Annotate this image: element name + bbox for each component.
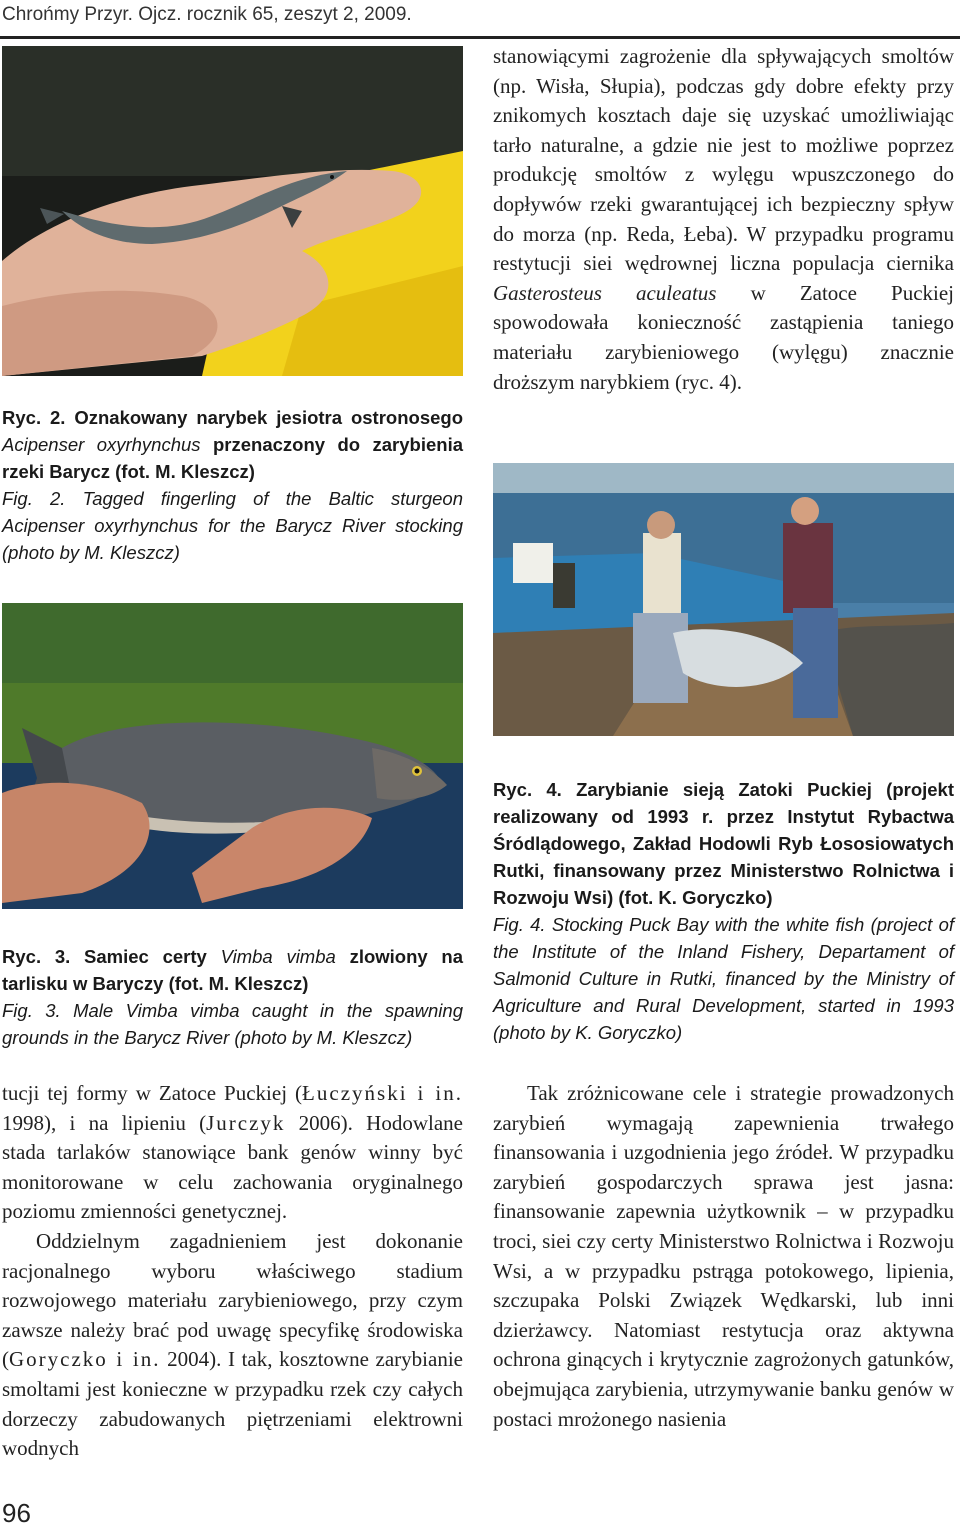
left-text-2: 1998), i na lipieniu ( bbox=[2, 1110, 207, 1135]
right-top-text-1: stanowiącymi zagrożenie dla spływających smoltów (np. Wisła, Słupia), podczas gdy dobre efekty przy znikomych kosztach daje się uzyskać umożliwiając tarło naturalne, a gdzie nie jest to możliwe poprzez produkcję smoltów z wylęgu wpuszczonego do dopływów rzeki gwarantującej ich bezpieczny spływ do morza (np. Reda, Łeba). W przypadku programu restytucji siei wędrownej liczna populacja ciernika bbox=[493, 44, 954, 276]
left-text-4: Oddzielnym zagadnieniem jest dokonanie racjonalnego wyboru właściwego stadium rozwojowego materiału zarybieniowego, przy czym zawsze należy brać pod uwagę specyfikę środowiska ( bbox=[2, 1228, 463, 1372]
page-number: 96 bbox=[2, 1498, 31, 1528]
right-bottom-paragraph: Tak zróżnicowane cele i strategie prowadzonych zarybień wymagają zapewnienia trwałego finansowania i uzgodnienia jego źródeł. W przypadku zarybień gospodarczych sprawa jest jasna: finansowanie zapewnia użytkownik – w przypadku troci, siei czy certy Ministerstwo Rolnictwa i Rozwoju Wsi, a w przypadku pstrąga potokowego, lipienia, szczupaka Polski Związek Wędkarski, lub inni dzierżawcy. Natomiast restytucja oraz aktywna ochrona ginących i krytycznie zagrożonych gatunków, obejmująca zarybienia, utrzymywanie banku genów w postaci mrożonego nasienia bbox=[493, 1081, 954, 1431]
fig2-species: Acipenser oxyrhynchus bbox=[2, 434, 201, 455]
left-author-2: Jurczyk bbox=[206, 1110, 286, 1135]
fig3-label: Ryc. 3. bbox=[2, 946, 71, 967]
sturgeon-photo bbox=[2, 46, 463, 376]
right-column-bottom-text bbox=[493, 1079, 954, 1434]
fig4-caption bbox=[493, 776, 954, 1046]
left-text-3: 2006). Hodowlane stada tarlaków stanowiące bank genów winny być monitorowane w celu zachowania oryginalnego poziomu zmienności genetycznej. bbox=[2, 1110, 463, 1224]
right-column-top-text bbox=[493, 42, 954, 397]
left-text-1: tucji tej formy w Zatoce Puckiej ( bbox=[2, 1081, 303, 1105]
fig2-pl-text-2: przenaczony do zarybienia rzeki Barycz (fot. M. Kleszcz) bbox=[2, 434, 464, 482]
left-column-bottom-text bbox=[2, 1079, 463, 1464]
fig4-pl-text: Ryc. 4. Zarybianie sieją Zatoki Puckiej (projekt realizowany od 1993 r. przez Instytut Rybactwa Śródlądowego, Zakład Hodowli Ryb Łososiowatych Rutki, finansowany przez Ministerstwo Rolnictwa i Rozwoju Wsi) (fot. K. Goryczko) bbox=[493, 779, 954, 908]
fig3-en-text: Fig. 3. Male Vimba vimba caught in the spawning grounds in the Barycz River (photo by M. Kleszcz) bbox=[2, 1000, 463, 1048]
left-author-3: Goryczko i in. bbox=[9, 1347, 161, 1372]
vimba-photo bbox=[2, 603, 463, 909]
running-header: Chrońmy Przyr. Ojcz. rocznik 65, zeszyt 2, 2009. bbox=[2, 4, 412, 25]
left-author-1: Łuczyński i in. bbox=[302, 1081, 463, 1105]
fig3-pl-text-1: Samiec certy bbox=[84, 946, 207, 967]
fig2-caption bbox=[2, 404, 463, 566]
fig2-pl-text-1: Oznakowany narybek jesiotra ostronosego bbox=[74, 407, 463, 428]
fig3-caption bbox=[2, 943, 463, 1051]
fig2-label: Ryc. 2. bbox=[2, 407, 66, 428]
fig3-species: Vimba vimba bbox=[220, 946, 336, 967]
header-rule bbox=[0, 36, 960, 39]
stocking-photo bbox=[493, 463, 954, 736]
right-top-text-2: w Zatoce Puckiej spowodowała konieczność zastąpienia taniego materiału zarybieniowego (wylęgu) znacznie droższym narybkiem (ryc. 4). bbox=[493, 280, 955, 394]
fig4-en-text: Fig. 4. Stocking Puck Bay with the white fish (project of the Institute of the Inland Fishery, Departament of Salmonid Culture in Rutki, financed by the Ministry of Agriculture and Rural Development, started in 1993 (photo by K. Goryczko) bbox=[493, 914, 954, 1043]
left-text-5: 2004). I tak, kosztowne zarybianie smoltami jest konieczne w przypadku rzek czy całych dorzeczy zabudowanych piętrzeniami elektrowni wodnych bbox=[2, 1347, 463, 1461]
fig3-pl-text-2: zlowiony na tarlisku w Baryczy (fot. M. Kleszcz) bbox=[2, 946, 464, 994]
right-top-species: Gasterosteus aculeatus bbox=[493, 280, 717, 305]
fig2-en-text: Fig. 2. Tagged fingerling of the Baltic sturgeon Acipenser oxyrhynchus for the Barycz River stocking (photo by M. Kleszcz) bbox=[2, 488, 463, 563]
